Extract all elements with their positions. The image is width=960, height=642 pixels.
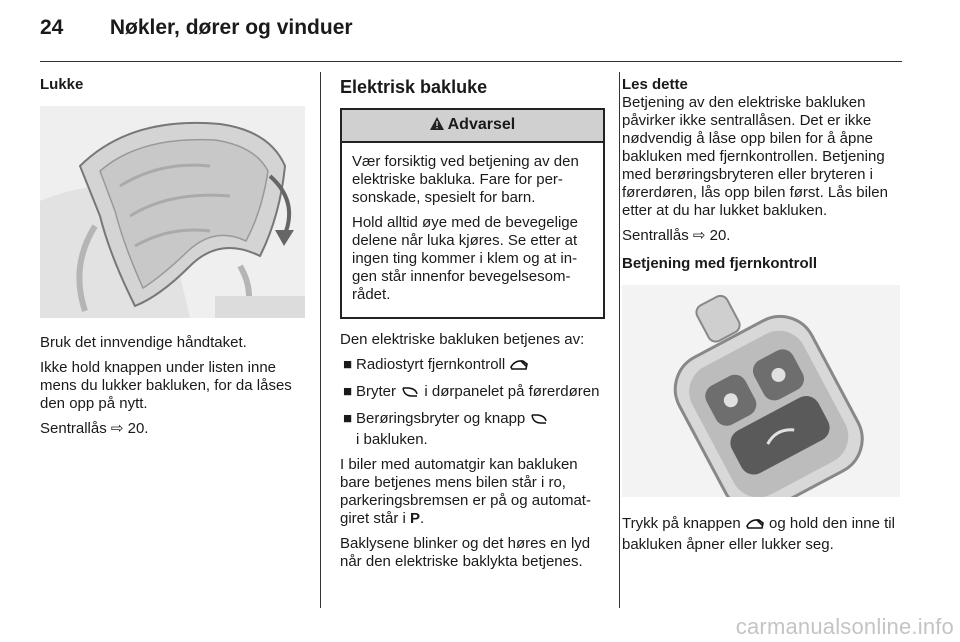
page-ref-arrow-icon: ⇨ <box>692 227 706 244</box>
section-heading-elektrisk-bakluke: Elektrisk bakluke <box>340 77 488 97</box>
bullet-icon: ■ <box>343 356 353 373</box>
tailgate-remote-icon <box>509 358 529 377</box>
list-item <box>340 410 605 449</box>
column-divider <box>619 72 620 608</box>
warning-paragraph-1: Vær forsiktig ved betjening av den elektriske bakluka. Fare for personskade, spesielt for barn. <box>352 153 579 206</box>
bullet-icon: ■ <box>343 410 353 427</box>
instruction-text: Trykk på knappen <box>622 515 741 532</box>
bullet-text: Bryter <box>356 383 397 400</box>
operation-list <box>340 356 605 449</box>
section-heading-lukke: Lukke <box>40 76 84 93</box>
page-title: Nøkler, dører og vinduer <box>109 16 353 39</box>
page-number: 24 <box>40 16 64 39</box>
bullet-text: i bakluken. <box>356 431 428 448</box>
column-1 <box>40 76 305 445</box>
warning-paragraph-2: Hold alltid øye med de bevegelige delene når luka kjøres. Se etter at ingen ting kommer i klem og at ingen står innenfor bevegelsesområdet. <box>352 214 578 303</box>
page-ref-arrow-icon: ⇨ <box>110 420 124 437</box>
col2-automatic-paragraph <box>340 456 605 528</box>
list-item <box>340 383 605 404</box>
bullet-text: Berøringsbryter og knapp <box>356 410 526 427</box>
col1-paragraph-1: Bruk det innvendige håndtaket. <box>40 334 247 351</box>
instruction-text-end: og hold den inne til bakluken åpner eller lukker seg. <box>622 515 895 553</box>
bullet-text: Radiostyrt fjernkontroll <box>356 356 506 373</box>
warning-box <box>340 108 605 319</box>
crossref-label: Sentrallås <box>40 420 107 437</box>
remote-key-illustration <box>622 285 900 497</box>
crossref-page: 20. <box>709 227 731 244</box>
column-2 <box>340 76 605 578</box>
col3-instruction <box>622 515 900 554</box>
warning-title: Advarsel <box>447 116 516 133</box>
tailgate-switch-icon <box>400 385 420 404</box>
remote-key-drawing <box>622 285 900 497</box>
col2-intro: Den elektriske bakluken betjenes av: <box>340 331 585 348</box>
col1-paragraph-2: Ikke hold knappen under listen inne mens du lukker bakluken, for da låses den opp på nytt. <box>40 359 292 412</box>
col2-last-paragraph: Baklysene blinker og det høres en lyd når den elektriske baklykta betjenes. <box>340 535 591 570</box>
note-paragraph: Betjening av den elektriske bakluken påvirker ikke sentrallåsen. Det er ikke nødvendig å låse opp bilen for å åpne bakluken med fjernkontrollen. Betjening med berøringsbryteren eller bryteren i førerdøren, lås opp bilen først. Lås bilen etter at du har lukket bakluken. <box>622 94 888 219</box>
automatic-end: . <box>420 510 425 527</box>
warning-body <box>342 143 603 317</box>
header-rule <box>40 61 902 62</box>
crossref-label: Sentrallås <box>622 227 689 244</box>
section-heading-remote: Betjening med fjernkontroll <box>622 255 818 272</box>
crossref-page: 20. <box>127 420 149 437</box>
bullet-icon: ■ <box>343 383 353 400</box>
watermark: carmanualsonline.info <box>735 614 954 639</box>
warning-header <box>342 110 603 143</box>
tailgate-drawing <box>40 106 305 318</box>
col1-crossref <box>40 420 305 438</box>
tailgate-illustration <box>40 106 305 318</box>
automatic-text: I biler med automatgir kan bakluken bare betjenes mens bilen står i ro, parkeringsbremsen er på og automatgiret står i <box>340 456 591 527</box>
bullet-text: i dørpanelet på førerdøren <box>424 383 600 400</box>
note-heading: Les dette <box>622 76 688 93</box>
col3-crossref <box>622 227 900 245</box>
warning-triangle-icon <box>430 116 448 133</box>
tailgate-switch-icon <box>529 412 549 431</box>
page-header <box>40 16 353 40</box>
column-3 <box>622 76 900 561</box>
gear-position-p: P <box>410 510 421 527</box>
column-divider <box>320 72 321 608</box>
tailgate-remote-icon <box>745 517 765 536</box>
list-item <box>340 356 605 377</box>
